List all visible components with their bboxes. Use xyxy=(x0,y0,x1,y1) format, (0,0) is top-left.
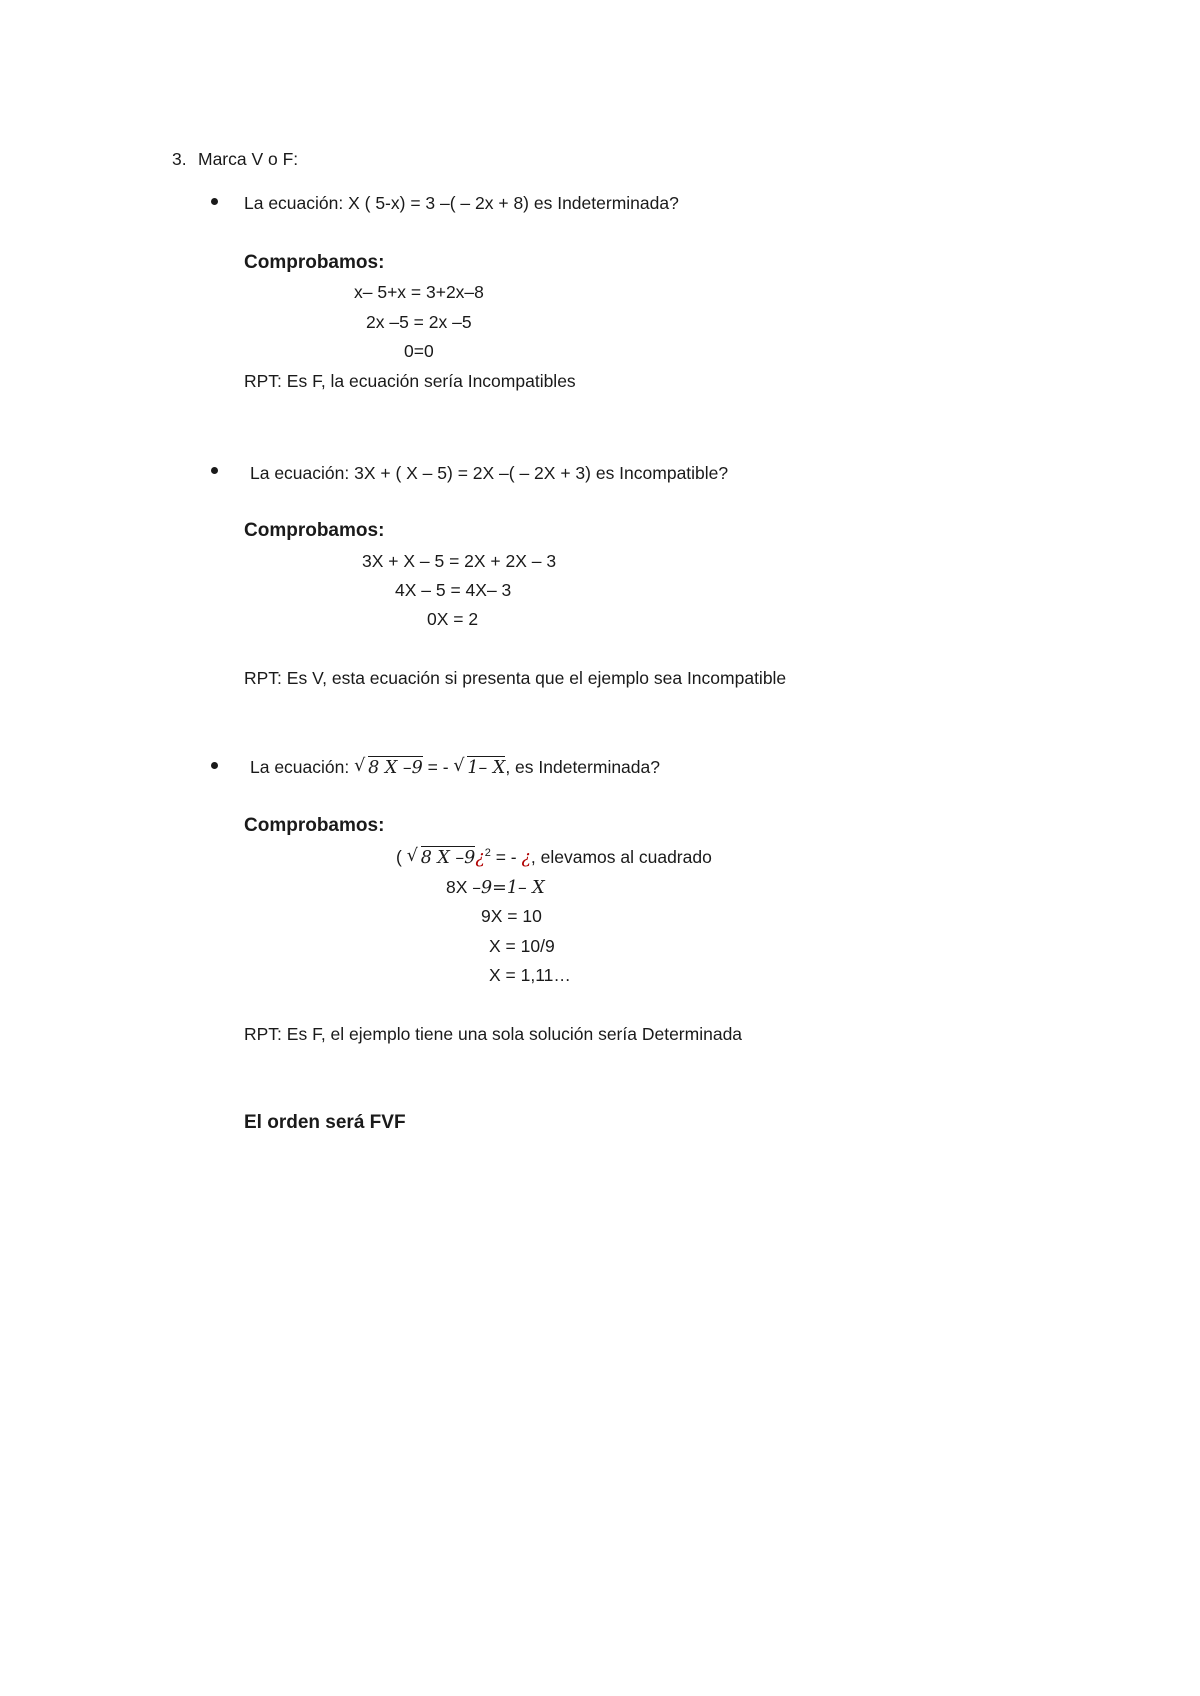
q3-radical-right xyxy=(453,757,505,779)
sqrt-icon: √ xyxy=(453,756,465,776)
q3-radicand-left: 8 X –9 xyxy=(368,758,423,778)
q3-step1-glyph: ¿ xyxy=(475,848,485,868)
q3-radical-left xyxy=(354,757,423,779)
item-title: Marca V o F: xyxy=(198,149,299,169)
q3-radicand-right: 1– X xyxy=(467,758,506,778)
q2-step-1: 3X + X – 5 = 2X + 2X – 3 xyxy=(362,551,557,571)
q2-statement: La ecuación: 3X + ( X – 5) = 2X –( – 2X + 3) es Incompatible? xyxy=(250,463,729,483)
q3-step1-radicand: 8 X –9 xyxy=(420,848,476,868)
q1-statement: La ecuación: X ( 5-x) = 3 –( – 2x + 8) es Indeterminada? xyxy=(244,193,679,213)
q3-step-5: X = 1,11… xyxy=(489,965,571,985)
q3-equals-minus: = - xyxy=(427,757,449,777)
q1-step-2: 2x –5 = 2x –5 xyxy=(366,312,472,332)
q1-step-1: x– 5+x = 3+2x–8 xyxy=(354,282,484,302)
q3-step-2 xyxy=(446,876,545,899)
q3-step2-right: –9=1– X xyxy=(472,878,545,898)
q1-check-label: Comprobamos: xyxy=(244,252,385,273)
q3-answer: RPT: Es F, el ejemplo tiene una sola solución sería Determinada xyxy=(244,1024,743,1044)
q2-answer: RPT: Es V, esta ecuación si presenta que el ejemplo sea Incompatible xyxy=(244,668,787,688)
q3-step-1 xyxy=(396,846,712,869)
q3-statement-prefix: La ecuación: xyxy=(250,757,350,777)
q2-step-3: 0X = 2 xyxy=(427,609,479,629)
q2-check-label: Comprobamos: xyxy=(244,520,385,541)
bullet-q3 xyxy=(211,762,218,769)
sqrt-icon: √ xyxy=(406,846,418,866)
q2-step-2: 4X – 5 = 4X– 3 xyxy=(395,580,512,600)
bullet-q1 xyxy=(211,198,218,205)
q3-step1-exp: 2 xyxy=(484,847,491,860)
q1-step-3: 0=0 xyxy=(404,341,434,361)
q3-check-label: Comprobamos: xyxy=(244,815,385,836)
q3-step1-mid: = - xyxy=(495,847,517,867)
conclusion: El orden será FVF xyxy=(244,1112,406,1133)
q3-step1-radical xyxy=(407,847,476,869)
q3-step-3: 9X = 10 xyxy=(481,906,542,926)
q3-step2-left: 8X xyxy=(446,877,468,897)
q3-statement xyxy=(250,756,660,779)
q3-step1-open: ( xyxy=(396,847,402,867)
q3-step1-suffix: , elevamos al cuadrado xyxy=(530,847,712,867)
q1-answer: RPT: Es F, la ecuación sería Incompatibles xyxy=(244,371,576,391)
q3-step-4: X = 10/9 xyxy=(489,936,555,956)
q3-statement-suffix: , es Indeterminada? xyxy=(505,757,660,777)
item-number: 3. xyxy=(172,149,187,169)
sqrt-icon: √ xyxy=(354,756,366,776)
q3-step1-glyph2: ¿ xyxy=(521,848,531,868)
bullet-q2 xyxy=(211,467,218,474)
